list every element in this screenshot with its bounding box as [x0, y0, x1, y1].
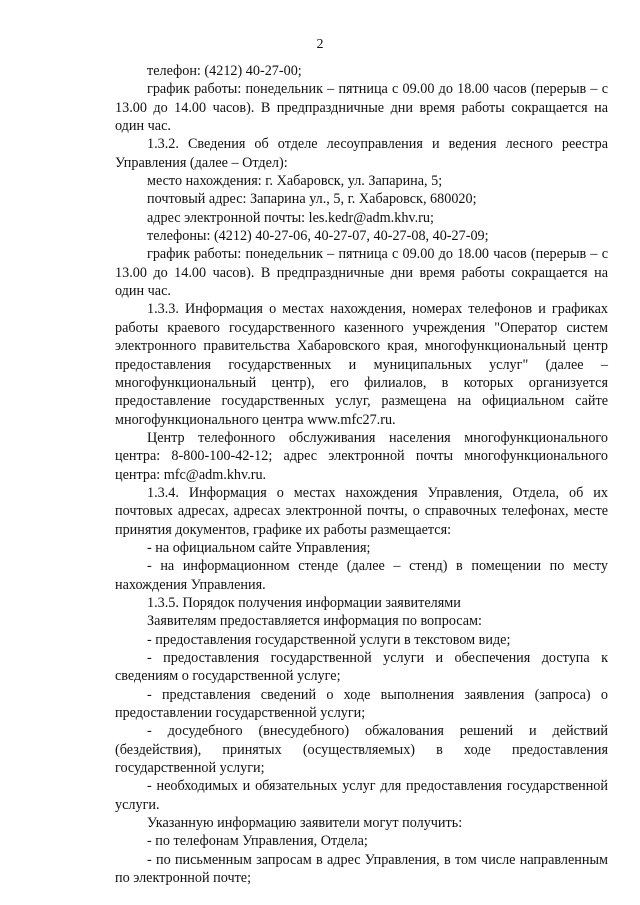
paragraph-section-1-3-5: 1.3.5. Порядок получения информации заявителями: [147, 594, 461, 611]
paragraph-section-1-3-3: 1.3.3. Информация о местах нахождения, номерах телефонов и графиках работы краевого государственного казенного учреждения "Оператор систем электронного правительства Хабаровского края, многофункциональный центр предоставления государственных и муниципальных услуг" (далее – многофункциональный центр), его филиалов, в которых организуется предоставление государственных услуг, размещена на официальном сайте многофункционального центра www.mfc27.ru.: [115, 301, 608, 428]
paragraph-section-1-3-2: 1.3.2. Сведения об отделе лесоуправления и ведения лесного реестра Управления (далее – Отдел):: [115, 136, 608, 171]
paragraph-section-1-3-4: 1.3.4. Информация о местах нахождения Управления, Отдела, об их почтовых адресах, адресах электронной почты, о справочных телефонах, месте принятия документов, графике их работы размещается:: [115, 484, 608, 538]
list-item-by-letter: - по письменным запросам в адрес Управления, в том числе направленным по электронной почте;: [115, 851, 608, 887]
list-item-appeal: - досудебного (внесудебного) обжалования решений и действий (бездействия), принятых (осуществляемых) в ходе предоставления государственной услуги;: [115, 723, 608, 777]
paragraph-info-topics: Заявителям предоставляется информация по вопросам:: [147, 613, 482, 630]
list-item-text-form: - предоставления государственной услуги в текстовом виде;: [147, 631, 511, 648]
paragraph-work-schedule-department: график работы: понедельник – пятница с 09.00 до 18.00 часов (перерыв – с 13.00 до 14.00 часов). В предпраздничные дни время работы сокращается на один час.: [115, 246, 608, 300]
list-item-info-stand: - на информационном стенде (далее – стенд) в помещении по месту нахождения Управления.: [115, 558, 608, 593]
list-item-progress: - представления сведений о ходе выполнения заявления (запроса) о предоставлении государственной услуги;: [115, 686, 608, 722]
list-item-by-phone: - по телефонам Управления, Отдела;: [147, 833, 368, 850]
paragraph-work-schedule: график работы: понедельник – пятница с 09.00 до 18.00 часов (перерыв – с 13.00 до 14.00 часов). В предпраздничные дни время работы сокращается на один час.: [115, 81, 608, 135]
paragraph-phones: телефоны: (4212) 40-27-06, 40-27-07, 40-27-08, 40-27-09;: [147, 228, 489, 245]
list-item-access: - предоставления государственной услуги и обеспечения доступа к сведениям о государственной услуге;: [115, 650, 608, 685]
paragraph-email: адрес электронной почты: les.kedr@adm.khv.ru;: [147, 209, 434, 226]
list-item-official-site: - на официальном сайте Управления;: [147, 539, 371, 556]
paragraph-how-to-get: Указанную информацию заявители могут получить:: [147, 815, 463, 832]
paragraph-call-center: Центр телефонного обслуживания населения многофункционального центра: 8-800-100-42-12; адрес электронной почты многофункционального центра: mfc@adm.khv.ru.: [115, 429, 608, 483]
paragraph-phone: телефон: (4212) 40-27-00;: [147, 63, 302, 79]
document-body: [115, 62, 608, 887]
paragraph-location: место нахождения: г. Хабаровск, ул. Запарина, 5;: [147, 173, 443, 190]
page-number: 2: [316, 37, 324, 52]
list-item-required-services: - необходимых и обязательных услуг для предоставления государственной услуги.: [115, 778, 608, 813]
paragraph-postal-address: почтовый адрес: Запарина ул., 5, г. Хабаровск, 680020;: [147, 191, 477, 208]
